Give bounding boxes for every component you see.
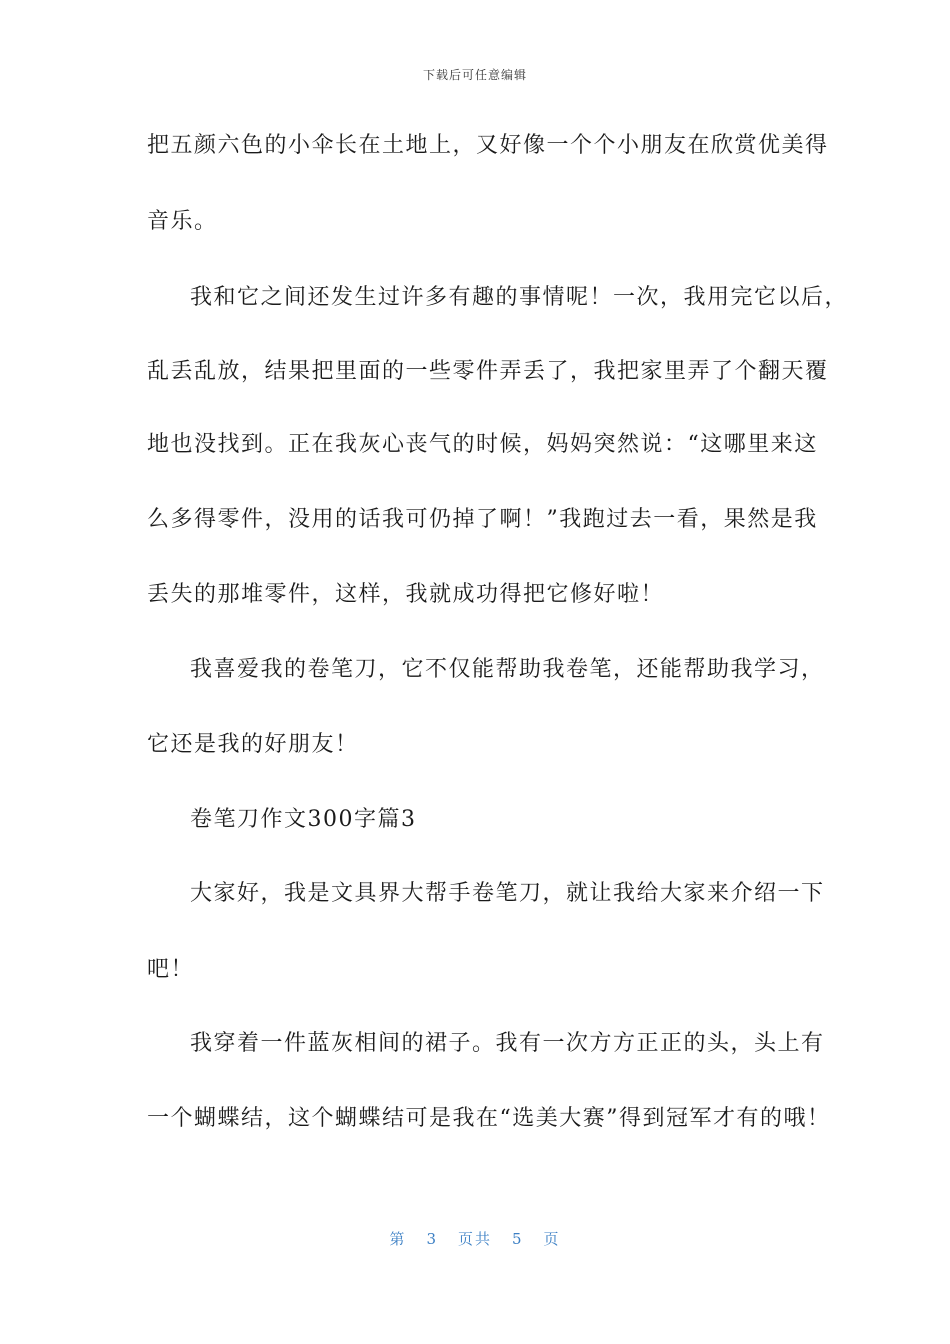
body-line: 我穿着一件蓝灰相间的裙子。我有一次方方正正的头，头上有: [190, 1031, 825, 1056]
body-line: 地也没找到。正在我灰心丧气的时候，妈妈突然说：“这哪里来这: [147, 432, 818, 457]
body-line: 音乐。: [147, 209, 218, 234]
body-line: 我和它之间还发生过许多有趣的事情呢！一次，我用完它以后，: [190, 285, 849, 310]
body-line: 吧！: [147, 957, 195, 982]
body-line: 乱丢乱放，结果把里面的一些零件弄丢了，我把家里弄了个翻天覆: [147, 359, 829, 384]
footer-total-pages: 5: [512, 1230, 524, 1248]
footer-current-page: 3: [426, 1230, 438, 1248]
body-line: 丢失的那堆零件，这样，我就成功得把它修好啦！: [147, 582, 665, 607]
body-line: 我喜爱我的卷笔刀，它不仅能帮助我卷笔，还能帮助我学习，: [190, 657, 825, 682]
footer-suffix: 页: [543, 1230, 561, 1248]
body-line: 么多得零件，没用的话我可仍掉了啊！”我跑过去一看，果然是我: [147, 507, 818, 532]
section-heading: 卷笔刀作文300字篇3: [190, 807, 417, 832]
footer-prefix: 第: [389, 1230, 407, 1248]
page-footer: [0, 1228, 950, 1249]
body-line: 大家好，我是文具界大帮手卷笔刀，就让我给大家来介绍一下: [190, 881, 825, 906]
body-line: 一个蝴蝶结，这个蝴蝶结可是我在“选美大赛”得到冠军才有的哦！: [147, 1106, 831, 1131]
footer-middle: 页共: [457, 1230, 492, 1248]
body-line: 它还是我的好朋友！: [147, 732, 359, 757]
body-line: 把五颜六色的小伞长在土地上，又好像一个个小朋友在欣赏优美得: [147, 133, 829, 158]
page-header-note: 下载后可任意编辑: [422, 68, 527, 82]
